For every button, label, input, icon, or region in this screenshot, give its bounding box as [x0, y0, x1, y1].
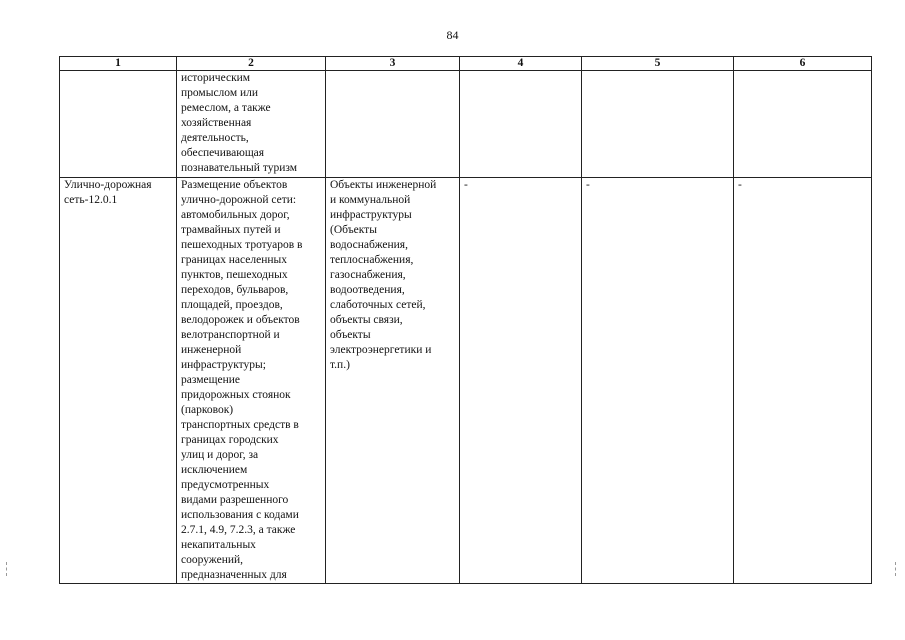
- table-row: [60, 178, 872, 584]
- table-row-continued: [60, 71, 872, 178]
- cell-text: Объекты инженерной и коммунальной инфраструктуры (Объекты водоснабжения, теплоснабжения, газоснабжения, водоотведения, слаботочных сетей, объекты связи, объекты электроэнергетики и т.п.): [330, 179, 437, 371]
- regulations-table: [59, 56, 872, 584]
- cell-col4-dash: -: [460, 178, 582, 584]
- cell-col5-dash: -: [582, 178, 734, 584]
- column-header-1: 1: [60, 57, 177, 71]
- table-header-row: [60, 57, 872, 71]
- cell-empty: [460, 71, 582, 178]
- column-header-4: 4: [460, 57, 582, 71]
- page-number: 84: [446, 28, 459, 42]
- column-header-2: 2: [177, 57, 326, 71]
- cell-text: Размещение объектов улично-дорожной сети: автомобильных дорог, трамвайных путей и пешеходных тротуаров в границах населенных пунктов, пешеходных переходов, бульваров, площадей, проездов, велодорожек и объектов велотранспортной и инженерной инфраструктуры; размещение придорожных стоянок (парковок) транспортных средств в границах городских улиц и дорог, за исключением предусмотренных видами разрешенного использования с кодами 2.7.1, 4.9, 7.2.3, а также некапитальных сооружений, предназначенных для: [181, 179, 303, 581]
- cell-activity-description: [177, 178, 326, 584]
- column-header-6: 6: [734, 57, 872, 71]
- cell-empty: [734, 71, 872, 178]
- cell-col6-dash: -: [734, 178, 872, 584]
- cell-text: Улично-дорожная сеть-12.0.1: [64, 179, 152, 206]
- cell-empty: [326, 71, 460, 178]
- cell-empty: [60, 71, 177, 178]
- column-header-5: 5: [582, 57, 734, 71]
- cell-use-type-code: [60, 178, 177, 584]
- cell-auxiliary-objects: [326, 178, 460, 584]
- cell-empty: [582, 71, 734, 178]
- cell-text: историческим промыслом или ремеслом, а также хозяйственная деятельность, обеспечивающая познавательный туризм: [181, 72, 297, 174]
- cell-activity-description-continued: [177, 71, 326, 178]
- right-edge-mark: [895, 562, 897, 576]
- column-header-3: 3: [326, 57, 460, 71]
- left-edge-mark: [6, 562, 8, 576]
